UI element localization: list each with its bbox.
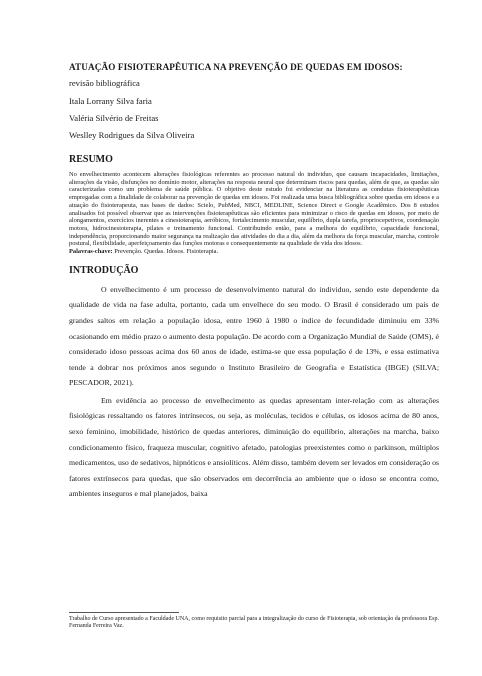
footnote-text: Trabalho de Curso apresentado a Faculdade UNA, como requisito parcial para a integralização do curso de Fisioterapia, sob orientação da professora Esp. Fernanda Ferreira Vaz. (69, 616, 439, 630)
footnote-divider (69, 612, 179, 613)
introduction-paragraph: Em evidência ao processo de envelhecimento as quedas apresentam inter-relação com as alterações fisiológicas ressaltando os fatores intrínsecos, ou seja, as moléculas, tecidos e células, os idosos acima de 80 anos, sexo feminino, imobilidade, histórico de quedas anteriores, diminuição do equilíbrio, alterações na marcha, baixo condicionamento físico, fraqueza muscular, cognitivo afetado, patologias preexistentes como o parkinson, múltiplos medicamentos, uso de sedativos, hipnóticos e ansiolíticos. Além disso, também devem ser levados em consideração os fatores extrínsecos para quedas, que são observados em decorrência ao ambiente que o idoso se encontra como, ambientes inseguros e mal planejados, baixa (69, 395, 439, 499)
author-name: Valéria Silvério de Freitas (69, 113, 159, 123)
author-name: Weslley Rodrigues da Silva Oliveira (69, 130, 195, 140)
introduction-heading: INTRODUÇÃO (69, 264, 139, 276)
keywords (69, 248, 439, 256)
author-name: Itala Lorrany Silva faria (69, 96, 152, 106)
abstract-heading: RESUMO (69, 154, 113, 165)
keywords-label: Palavras-chave: (69, 248, 113, 256)
abstract-text: No envelhecimento acontecem alterações fisiológicas referentes ao processo natural do individuo, que causam incapacidades, limitações, alterações da visão, disfunções no domínio motor, alterações na resposta neural que determinam riscos para quedas, além de que, as quedas são caracterizadas como um problema de saúde pública. O objetivo deste estudo foi evidenciar na literatura as condutas fisioterapêuticas empregadas com a finalidade de colaborar na prevenção de quedas em idosos. Foi realizada uma busca bibliográfica sobre quedas em idosos e a atuação do fisioterapeuta, nas bases de dados: Scielo, PubMed, NBCI, MEDLINE, Science Direct e Google Acadêmico. Dos 8 estudos analisados foi possível observar que as intervenções fisioterapêuticas são eficientes para minimizar o risco de quedas em idosos, por meio de alongamentos, exercícios inerentes a cinesioterapia, aeróbicos, fortalecimento muscular, equilíbrio, dupla tarefa, propriocepetivos, coordenação motora, hidrocinesioterapia, pilates e treinamento funcional. Contribuindo então, para a melhora do equilíbrio, capacidade funcional, independência, proporcionando maior segurança na realização das atividades do dia a dia, além da melhora da força muscular, marcha, controle postural, flexibilidade, aperfeiçoamento das funções motoras e consequentemente na qualidade de vida dos idosos. (69, 171, 439, 248)
keywords-list: Prevenção. Quedas. Idosos. Fisioterapia. (114, 248, 219, 256)
paper-subtitle: revisão bibliográfica (69, 78, 140, 88)
document-page (69, 62, 439, 502)
paper-title: ATUAÇÃO FISIOTERAPÊUTICA NA PREVENÇÃO DE QUEDAS EM IDOSOS: (69, 62, 403, 72)
introduction-paragraph: O envelhecimento é um processo de desenvolvimento natural do individuo, sendo este dependente da qualidade de vida na fase adulta, portanto, cada um envelhece do seu modo. O Brasil é considerado um país de grandes saltos em relação a população idosa, entre 1960 à 1980 o índice de fecundidade diminuiu em 33% ocasionando em médio prazo o aumento desta população. De acordo com a Organização Mundial de Saúde (OMS), é considerado idoso pessoas acima dos 60 anos de idade, estima-se que essa população é de 13%, e essa estimativa tende a dobrar nos próximos anos segundo o Instituto Brasileiro de Geografia e Estatística (IBGE) (SILVA; PESCADOR, 2021). (69, 284, 439, 388)
